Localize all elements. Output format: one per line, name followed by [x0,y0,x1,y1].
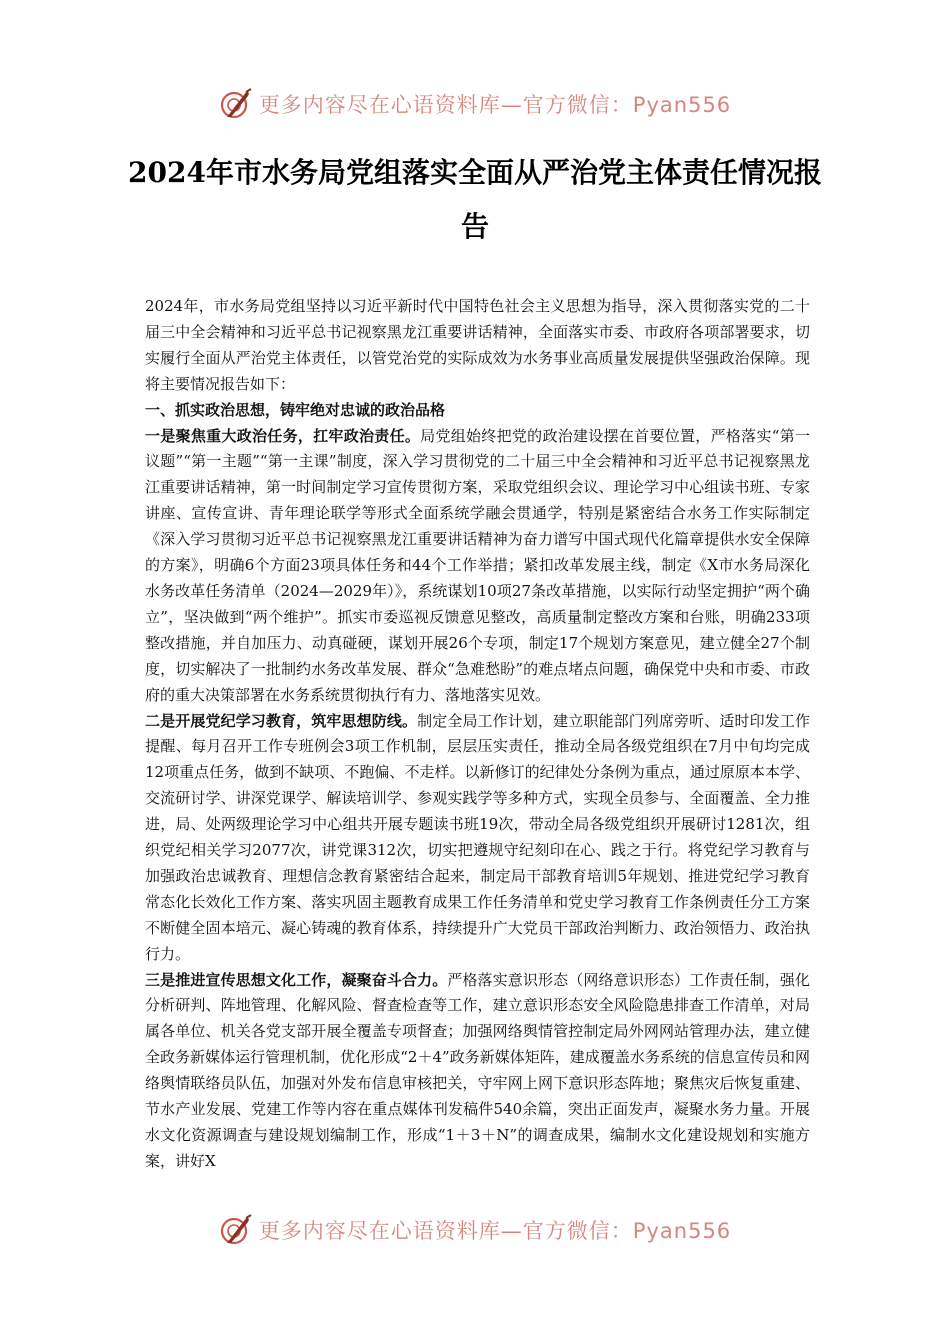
watermark-footer [0,1210,950,1250]
watermark-text: 更多内容尽在心语资料库—官方微信：Pyan556 [258,93,732,117]
document-body [145,294,810,1175]
paragraph-lead: 三是推进宣传思想文化工作，凝聚奋斗合力。 [145,970,448,989]
body-paragraph [145,709,810,968]
section-heading: 一、抓实政治思想，铸牢绝对忠诚的政治品格 [145,400,446,419]
body-paragraph [145,968,810,1175]
paragraph-text: 制定全局工作计划，建立职能部门列席旁听、适时印发工作提醒、每月召开工作专班例会3项工作机制，层层压实责任，推动全局各级党组织在7月中旬均完成12项重点任务，做到不缺项、不跑偏、不走样。以新修订的纪律处分条例为重点，通过原原本本学、交流研讨学、讲深党课学、解读培训学、参观实践学等多种方式，实现全员参与、全面覆盖、全力推进，局、处两级理论学习中心组共开展专题读书班19次，带动全局各级党组织开展研讨1281次，组织党纪相关学习2077次，讲党课312次，切实把遵规守纪刻印在心、践之于行。将党纪学习教育与加强政治忠诚教育、理想信念教育紧密结合起来，制定局干部教育培训5年规划、推进党纪学习教育常态化长效化工作方案、落实巩固主题教育成果工作任务清单和党史学习教育工作条例责任分工方案不断健全固本培元、凝心铸魂的教育体系，持续提升广大党员干部政治判断力、政治领悟力、政治执行力。 [145,711,810,963]
watermark-header [0,84,950,124]
paragraph-text: 局党组始终把党的政治建设摆在首要位置，严格落实“第一议题”“第一主题”“第一主课”制度，深入学习贯彻党的二十届三中全会精神和习近平总书记视察黑龙江重要讲话精神，第一时间制定学习宣传贯彻方案，采取党组织会议、理论学习中心组读书班、专家讲座、宣传宣讲、青年理论联学等形式全面系统学融会贯通学，特别是紧密结合水务工作实际制定《深入学习贯彻习近平总书记视察黑龙江重要讲话精神为奋力谱写中国式现代化篇章提供水安全保障的方案》，明确6个方面23项具体任务和44个工作举措；紧扣改革发展主线，制定《X市水务局深化水务改革任务清单（2024—2029年）》，系统谋划10项27条改革措施，以实际行动坚定拥护“两个确立”，坚决做到“两个维护”。抓实市委巡视反馈意见整改，高质量制定整改方案和台账，明确233项整改措施，并自加压力、动真碰硬，谋划开展26个专项，制定17个规划方案意见，建立健全27个制度，切实解决了一批制约水务改革发展、群众“急难愁盼”的难点堵点问题，确保党中央和市委、市政府的重大决策部署在水务系统贯彻执行有力、落地落实见效。 [145,426,810,704]
quill-pen-logo-icon [219,87,253,121]
paragraph-text: 严格落实意识形态（网络意识形态）工作责任制，强化分析研判、阵地管理、化解风险、督查检查等工作，建立意识形态安全风险隐患排查工作清单，对局属各单位、机关各党支部开展全覆盖专项督查；加强网络舆情管控制定局外网网站管理办法，建立健全政务新媒体运行管理机制，优化形成“2＋4”政务新媒体矩阵，建成覆盖水务系统的信息宣传员和网络舆情联络员队伍，加强对外发布信息审核把关，守牢网上网下意识形态阵地；聚焦灾后恢复重建、节水产业发展、党建工作等内容在重点媒体刊发稿件540余篇，突出正面发声，凝聚水务力量。开展水文化资源调查与建设规划编制工作，形成“1＋3＋N”的调查成果，编制水文化建设规划和实施方案，讲好X [145,970,810,1170]
intro-paragraph: 2024年，市水务局党组坚持以习近平新时代中国特色社会主义思想为指导，深入贯彻落实党的二十届三中全会精神和习近平总书记视察黑龙江重要讲话精神，全面落实市委、市政府各项部署要求，切实履行全面从严治党主体责任，以管党治党的实际成效为水务事业高质量发展提供坚强政治保障。现将主要情况报告如下： [145,297,810,393]
paragraph-lead: 一是聚焦重大政治任务，扛牢政治责任。 [145,426,421,445]
body-paragraph [145,424,810,709]
watermark-text: 更多内容尽在心语资料库—官方微信：Pyan556 [258,1219,732,1243]
quill-pen-logo-icon [219,1213,253,1247]
document-title: 2024年市水务局党组落实全面从严治党主体责任情况报告 [128,156,822,243]
paragraph-lead: 二是开展党纪学习教育，筑牢思想防线。 [145,711,418,730]
